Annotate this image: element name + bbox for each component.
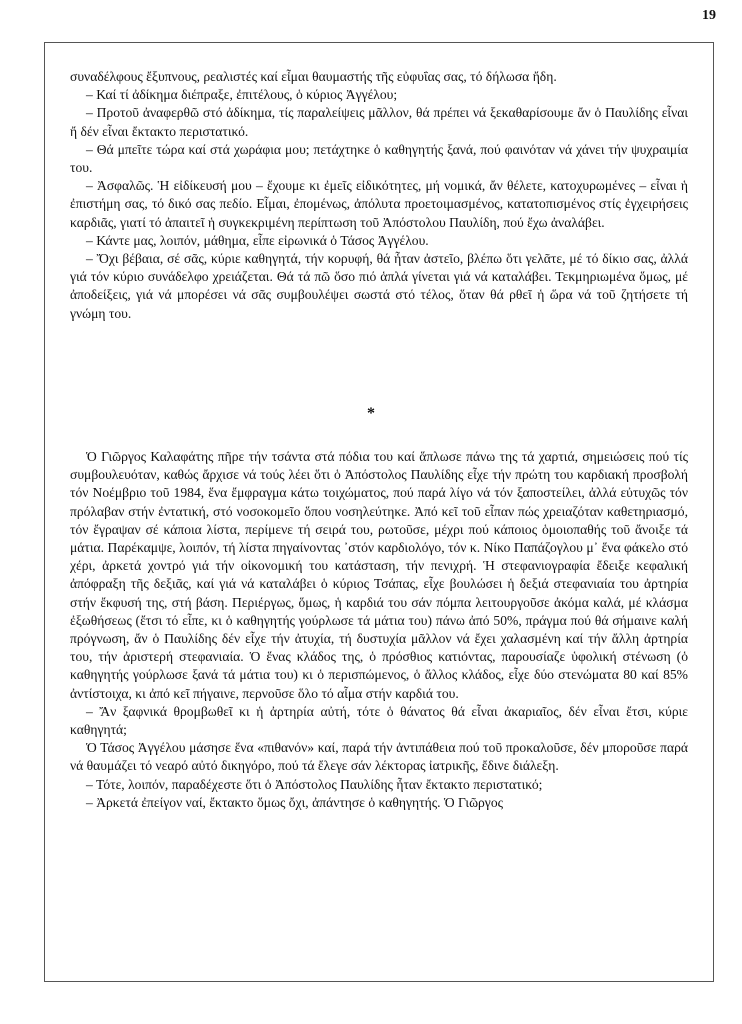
- paragraph: – Ἀσφαλῶς. Ἡ εἰδίκευσή μου – ἔχουμε κι ἐμεῖς εἰδικότητες, μή νομικά, ἄν θέλετε, κατοχυρωμένες – εἶναι ἡ ἐπιστήμη σας, τό δικό σας πεδίο. Εἶμαι, ἐπομένως, ἀπόλυτα προετοιμασμένος, κατατοπισμένος στίς ἐγχειρήσεις καρδιᾶς, γιατί τό ἀπαιτεῖ ἡ συγκεκριμένη περίπτωση τοῦ Ἀπόστολου Παυλίδη, πού ἔχω ἀναλάβει.: [70, 178, 688, 230]
- paragraph: – Προτοῦ ἀναφερθῶ στό ἀδίκημα, τίς παραλείψεις μᾶλλον, θά πρέπει νά ξεκαθαρίσουμε ἄν ὁ Παυλίδης εἶναι ἤ δέν εἶναι ἔκτακτο περιστατικό.: [70, 105, 688, 139]
- section-separator: *: [367, 405, 375, 422]
- page-number: 19: [702, 8, 716, 23]
- paragraph: – Θά μπεῖτε τώρα καί στά χωράφια μου; πετάχτηκε ὁ καθηγητής ξανά, πού φαινόταν νά χάνει τήν ψυχραιμία του.: [70, 141, 688, 176]
- paragraph: – Ὄχι βέβαια, σέ σᾶς, κύριε καθηγητά, τήν κορυφή, θά ἦταν ἀστεῖο, βλέπω ὅτι γελᾶτε, μέ τό δίκιο σας, ἀλλά γιά τόν κύριο συνάδελφο χρειάζεται. Θά τά πῶ ὅσο πιό ἁπλά γίνεται γιά νά καταλάβει. Τεκμηριωμένα ὅμως, μέ ἀποδείξεις, γιά νά μπορέσει νά σᾶς συμβουλέψει σωστά στό τέλος, ὅταν θά ρθεῖ ἡ ὥρα νά τοῦ ζητήσετε τή γνώμη του.: [70, 251, 688, 321]
- text-block-narrative: [70, 448, 688, 812]
- text-block-dialogue: [70, 68, 688, 323]
- paragraph: – Ἄν ξαφνικά θρομβωθεῖ κι ἡ ἀρτηρία αὐτή, τότε ὁ θάνατος θά εἶναι ἀκαριαῖος, δέν εἶναι ἔτσι, κύριε καθηγητά;: [70, 703, 688, 738]
- paragraph: – Ἀρκετά ἐπείγον ναί, ἔκτακτο ὅμως ὄχι, ἀπάντησε ὁ καθηγητής. Ὁ Γιῶργος: [86, 794, 503, 810]
- paragraph: Ὁ Τάσος Ἀγγέλου μάσησε ἕνα «πιθανόν» καί, παρά τήν ἀντιπάθεια πού τοῦ προκαλοῦσε, δέν μποροῦσε παρά νά θαυμάζει τό νεαρό αὐτό δικηγόρο, πού τά ἔλεγε σάν λέκτορας ἰατρικῆς, ἔδινε διάλεξη.: [70, 740, 688, 774]
- paragraph: συναδέλφους ἔξυπνους, ρεαλιστές καί εἶμαι θαυμαστής τῆς εὐφυΐας σας, τό δήλωσα ἤδη.: [70, 69, 557, 84]
- paragraph: – Κάντε μας, λοιπόν, μάθημα, εἶπε εἰρωνικά ὁ Τάσος Ἀγγέλου.: [86, 232, 429, 248]
- paragraph: – Καί τί ἀδίκημα διέπραξε, ἐπιτέλους, ὁ κύριος Ἀγγέλου;: [86, 87, 398, 103]
- paragraph: – Τότε, λοιπόν, παραδέχεστε ὅτι ὁ Ἀπόστολος Παυλίδης ἦταν ἔκτακτο περιστατικό;: [86, 776, 543, 792]
- paragraph: Ὁ Γιῶργος Καλαφάτης πῆρε τήν τσάντα στά πόδια του καί ἅπλωσε πάνω της τά χαρτιά, σημειώσεις πού τίς συμβουλευόταν, καθώς ἄρχισε νά τούς λέει ὅτι ὁ Ἀπόστολος Παυλίδης εἶχε τήν πρώτη του καρδιακή προσβολή τόν Νοέμβριο τοῦ 1984, ἕνα ἔμφραγμα κάτω τοιχώματος, πού παρά λίγο νά τόν ξαποστείλει, ἀλλά εὐτυχῶς τόν πρόλαβαν στήν ἐντατική, στό νοσοκομεῖο ὅπου νοσηλεύτηκε. Ἀπό κεῖ τοῦ εἶπαν πώς χρειαζόταν καθετηριασμό, τόν ἔγραψαν σέ κάποια λίστα, περίμενε τή σειρά του, ρωτοῦσε, μέχρι πού κάποιος ὁμοιοπαθής τοῦ ἄνοιξε τά μάτια. Παρέκαμψε, λοιπόν, τή λίστα πηγαίνοντας ᾿στόν καρδιολόγο, τόν κ. Νίκο Παπάζογλου μ᾿ ἕνα φάκελο στό χέρι, ἀρκετά χοντρό γιά τήν οἰκονομική του κατάσταση, τήν πενιχρή. Ἡ στεφανιογραφία ἔδειξε κεφαλική ἀπόφραξη τῆς δεξιᾶς, καί γιά νά καταλάβει ὁ κύριος Τσάπας, εἶχε βουλώσει ἡ δεξιά στεφανιαία του ἀρτηρία στήν ἔκφυσή της, στή βάση. Περιέργως, ὅμως, ἡ καρδιά του σάν πόμπα λειτουργοῦσε ἀκόμα καλά, μέ κλάσμα ἐξωθήσεως (ἔτσι τό εἶπε, κι ὁ καθηγητής γούρλωσε τά μάτια του) πάνω ἀπό 50%, πράγμα πού θά σήμαινε καλή πρόγνωση, ἄν ὁ Παυλίδης δέν εἶχε τήν ἀτυχία, τή δυστυχία μᾶλλον νά ἔχει χαλασμένη καί τήν ἄλλη ἀρτηρία του, τήν ἀριστερή στεφανιαία. Ὁ ἕνας κλάδος της, ὁ πρόσθιος κατιόντας, παρουσίαζε ὑφολική στένωση (ὁ καθηγητής γούρλωσε ξανά τά μάτια του) κι ὁ περισπώμενος, ὁ ἄλλος κλάδος, εἶχε δύο στενώματα 80 καί 85% ἀντίστοιχα, κι ἀπό κεῖ πήγαινε, περνοῦσε ὅλο τό αἷμα στήν καρδιά του.: [70, 449, 688, 701]
